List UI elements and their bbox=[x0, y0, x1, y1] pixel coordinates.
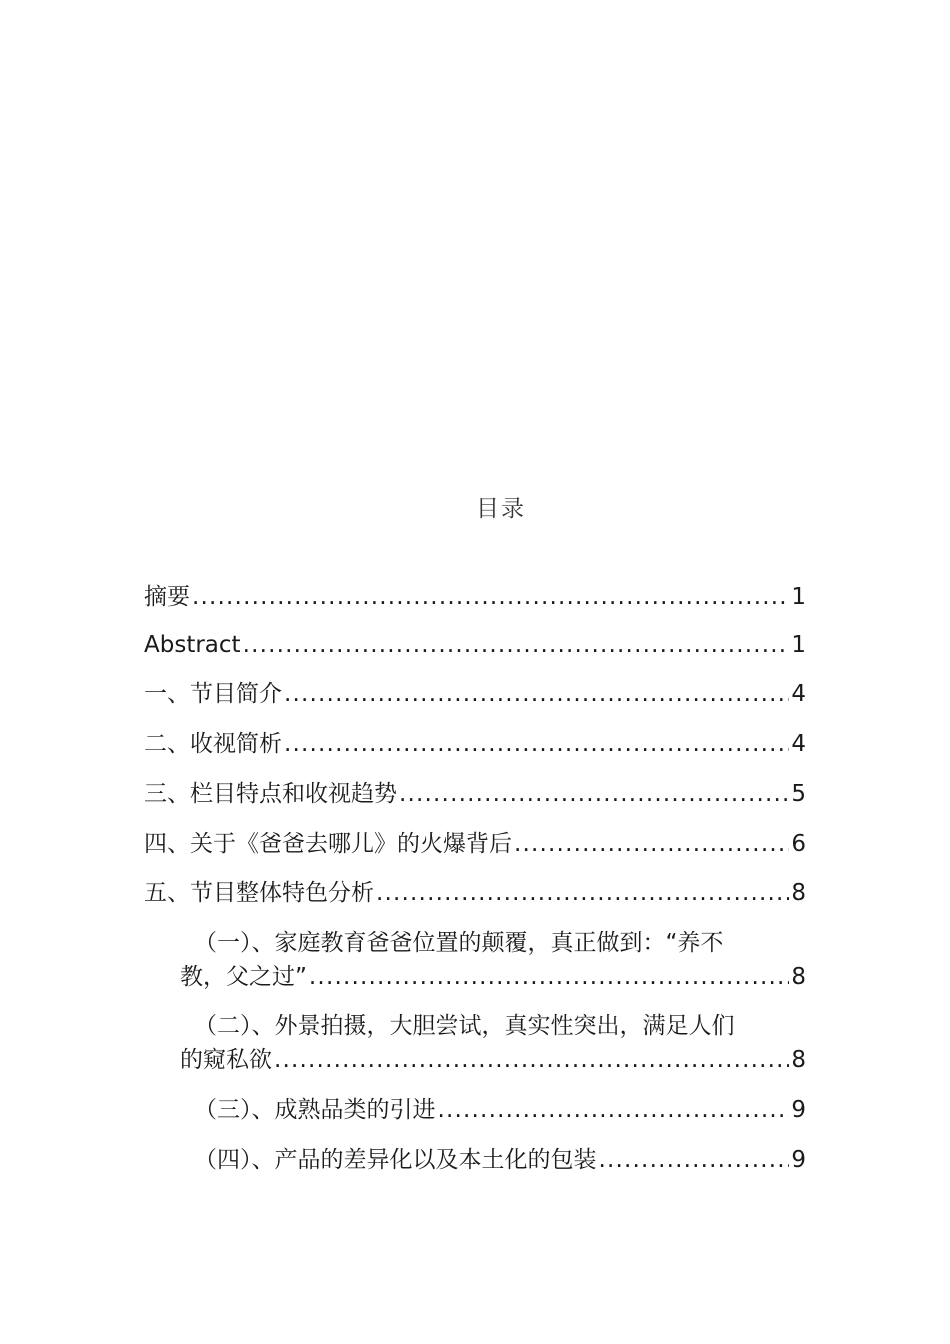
toc-leader-dots bbox=[274, 1043, 789, 1077]
toc-page-number: 1 bbox=[791, 632, 806, 658]
toc-subentry-5-2[interactable] bbox=[180, 1009, 806, 1077]
toc-leader-dots bbox=[376, 876, 789, 910]
toc-page-number: 9 bbox=[791, 1097, 806, 1123]
toc-leader-dots bbox=[284, 727, 789, 761]
toc-entry-text: 三、栏目特点和收视趋势 bbox=[144, 781, 397, 807]
toc-leader-dots bbox=[309, 960, 789, 994]
toc-page-number: 4 bbox=[791, 731, 806, 757]
toc-page-number: 8 bbox=[791, 1047, 806, 1073]
toc-leader-dots bbox=[284, 677, 789, 711]
toc-entry-text: Abstract bbox=[144, 632, 241, 658]
toc-entry-text: 摘要 bbox=[144, 584, 190, 610]
toc-entry-text: 二、收视简析 bbox=[144, 731, 282, 757]
toc-subentry-5-4[interactable] bbox=[180, 1143, 806, 1177]
toc-subentry-5-1[interactable] bbox=[180, 926, 806, 994]
toc-entry-text: （三）、成熟品类的引进 bbox=[194, 1097, 436, 1123]
toc-page-number: 5 bbox=[791, 781, 806, 807]
toc-entry-section-4[interactable] bbox=[144, 827, 806, 861]
toc-entry-text-line2: 教，父之过” bbox=[180, 964, 307, 990]
toc-leader-dots bbox=[438, 1093, 790, 1127]
toc-title: 目录 bbox=[476, 496, 526, 522]
toc-page-number: 6 bbox=[791, 831, 806, 857]
toc-leader-dots bbox=[192, 580, 789, 614]
toc-entry-abstract-cn[interactable] bbox=[144, 580, 806, 614]
toc-entry-text-line1: （二）、外景拍摄，大胆尝试，真实性突出，满足人们 bbox=[194, 1013, 735, 1039]
toc-entry-text: 五、节目整体特色分析 bbox=[144, 880, 374, 906]
toc-entry-text-line2: 的窥私欲 bbox=[180, 1047, 272, 1073]
toc-entry-section-5[interactable] bbox=[144, 876, 806, 910]
toc-entry-section-2[interactable] bbox=[144, 727, 806, 761]
toc-entry-text: 四、关于《爸爸去哪儿》的火爆背后 bbox=[144, 831, 512, 857]
toc-entry-abstract-en[interactable] bbox=[144, 628, 806, 662]
toc-entry-section-3[interactable] bbox=[144, 777, 806, 811]
toc-page-number: 8 bbox=[791, 964, 806, 990]
toc-entry-text: （四）、产品的差异化以及本土化的包装 bbox=[194, 1147, 597, 1173]
toc-leader-dots bbox=[599, 1143, 790, 1177]
toc-page-number: 4 bbox=[791, 681, 806, 707]
toc-leader-dots bbox=[243, 628, 790, 662]
toc-leader-dots bbox=[514, 827, 789, 861]
toc-entry-section-1[interactable] bbox=[144, 677, 806, 711]
toc-page-number: 1 bbox=[791, 584, 806, 610]
toc-subentry-5-3[interactable] bbox=[180, 1093, 806, 1127]
toc-leader-dots bbox=[399, 777, 789, 811]
toc-entry-text-line1: （一）、家庭教育爸爸位置的颠覆，真正做到：“养不 bbox=[194, 930, 724, 956]
toc-entry-text: 一、节目简介 bbox=[144, 681, 282, 707]
toc-page-number: 9 bbox=[791, 1147, 806, 1173]
toc-page-number: 8 bbox=[791, 880, 806, 906]
